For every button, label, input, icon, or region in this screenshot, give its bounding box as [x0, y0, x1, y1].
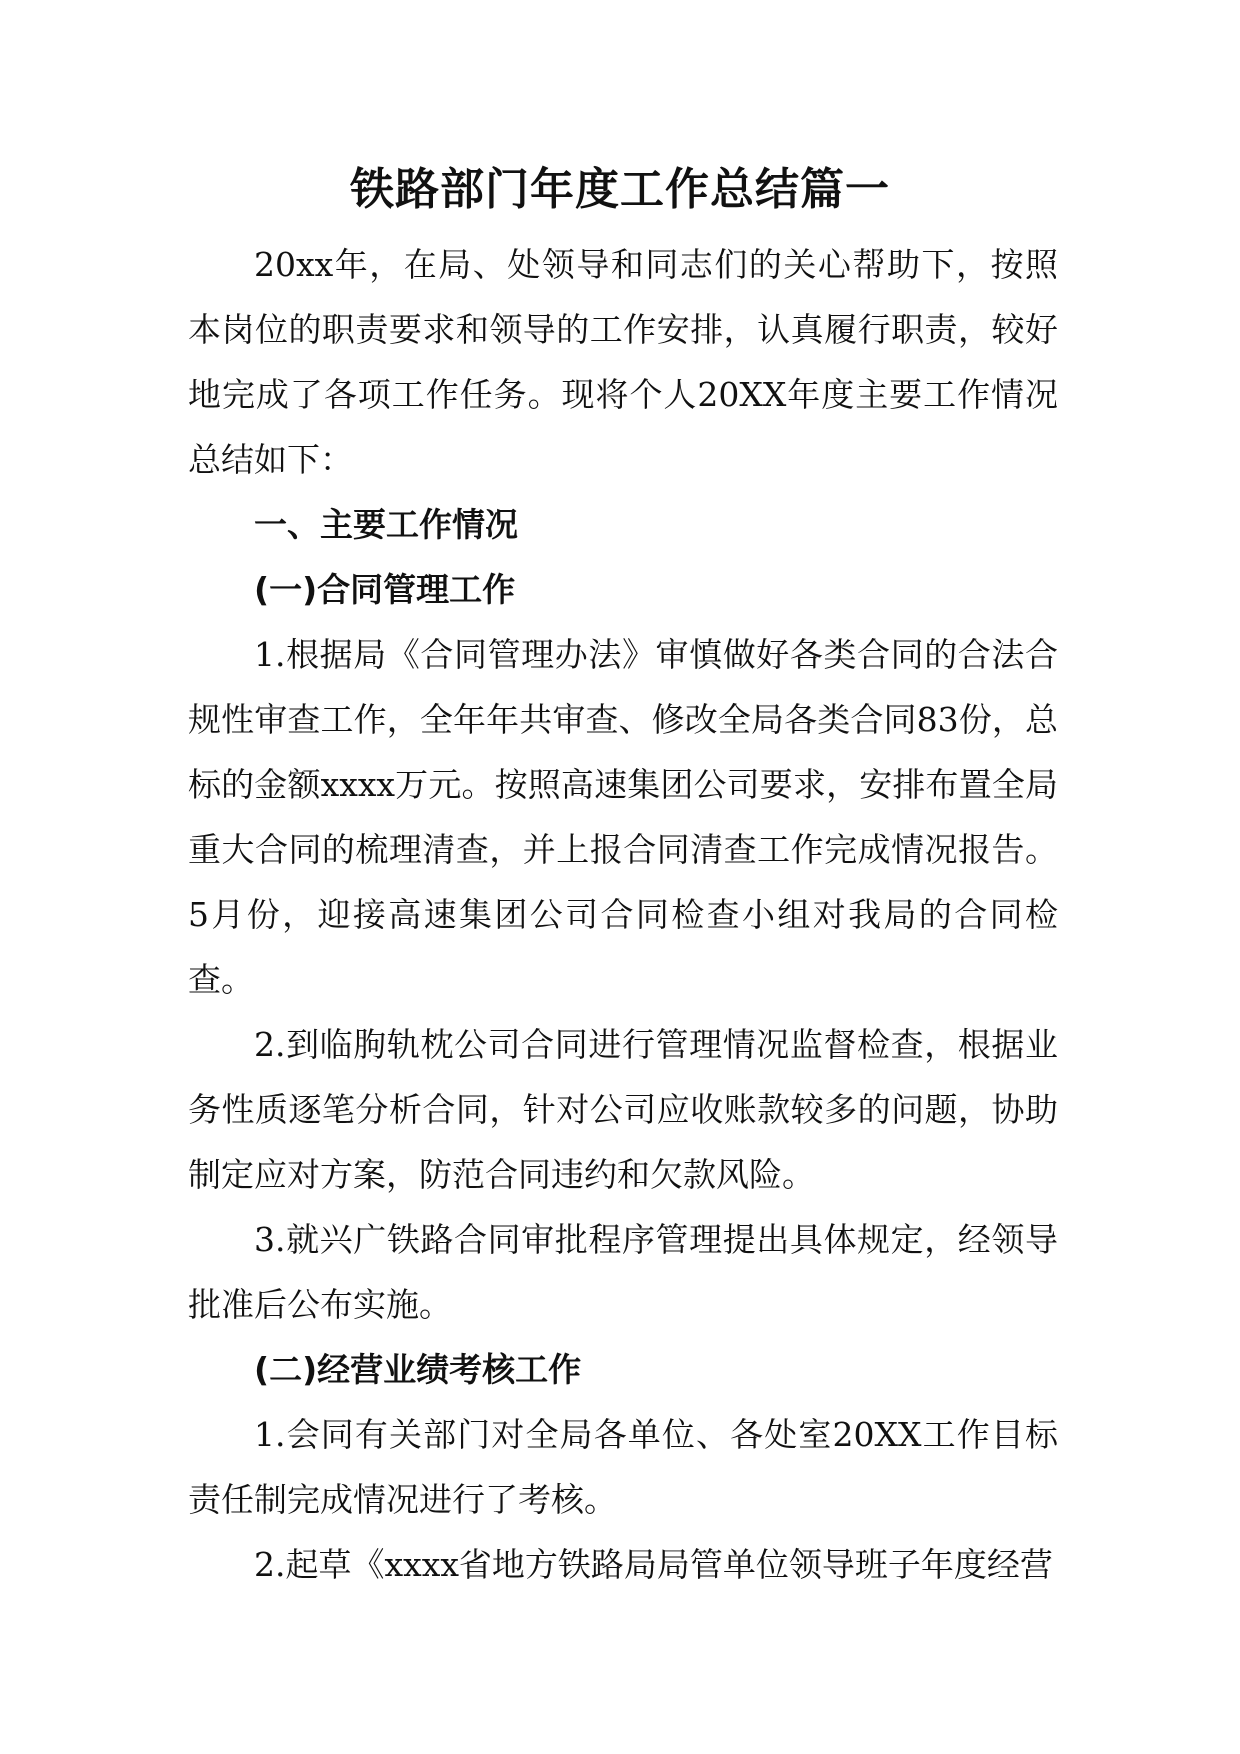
document-title: 铁路部门年度工作总结篇一	[350, 164, 890, 215]
document-body	[188, 232, 1058, 1597]
subsection-heading-contract-management: (一)合同管理工作	[254, 570, 516, 609]
subsection-heading-performance-assessment: (二)经营业绩考核工作	[254, 1350, 582, 1389]
contract-item-2: 2.到临朐轨枕公司合同进行管理情况监督检查，根据业务性质逐笔分析合同，针对公司应收账款较多的问题，协助制定应对方案，防范合同违约和欠款风险。	[188, 1025, 1058, 1194]
contract-item-1: 1.根据局《合同管理办法》审慎做好各类合同的合法合规性审查工作，全年年共审查、修改全局各类合同83份，总标的金额xxxx万元。按照高速集团公司要求，安排布置全局重大合同的梳理清查，并上报合同清查工作完成情况报告。5月份，迎接高速集团公司合同检查小组对我局的合同检查。	[188, 635, 1058, 999]
contract-item-3: 3.就兴广铁路合同审批程序管理提出具体规定，经领导批准后公布实施。	[188, 1220, 1058, 1324]
intro-paragraph: 20xx年，在局、处领导和同志们的关心帮助下，按照本岗位的职责要求和领导的工作安排，认真履行职责，较好地完成了各项工作任务。现将个人20XX年度主要工作情况总结如下：	[188, 245, 1058, 479]
assessment-item-2: 2.起草《xxxx省地方铁路局局管单位领导班子年度经营	[254, 1545, 1053, 1584]
section-heading-main-work: 一、主要工作情况	[254, 505, 518, 544]
assessment-item-1: 1.会同有关部门对全局各单位、各处室20XX工作目标责任制完成情况进行了考核。	[188, 1415, 1058, 1519]
